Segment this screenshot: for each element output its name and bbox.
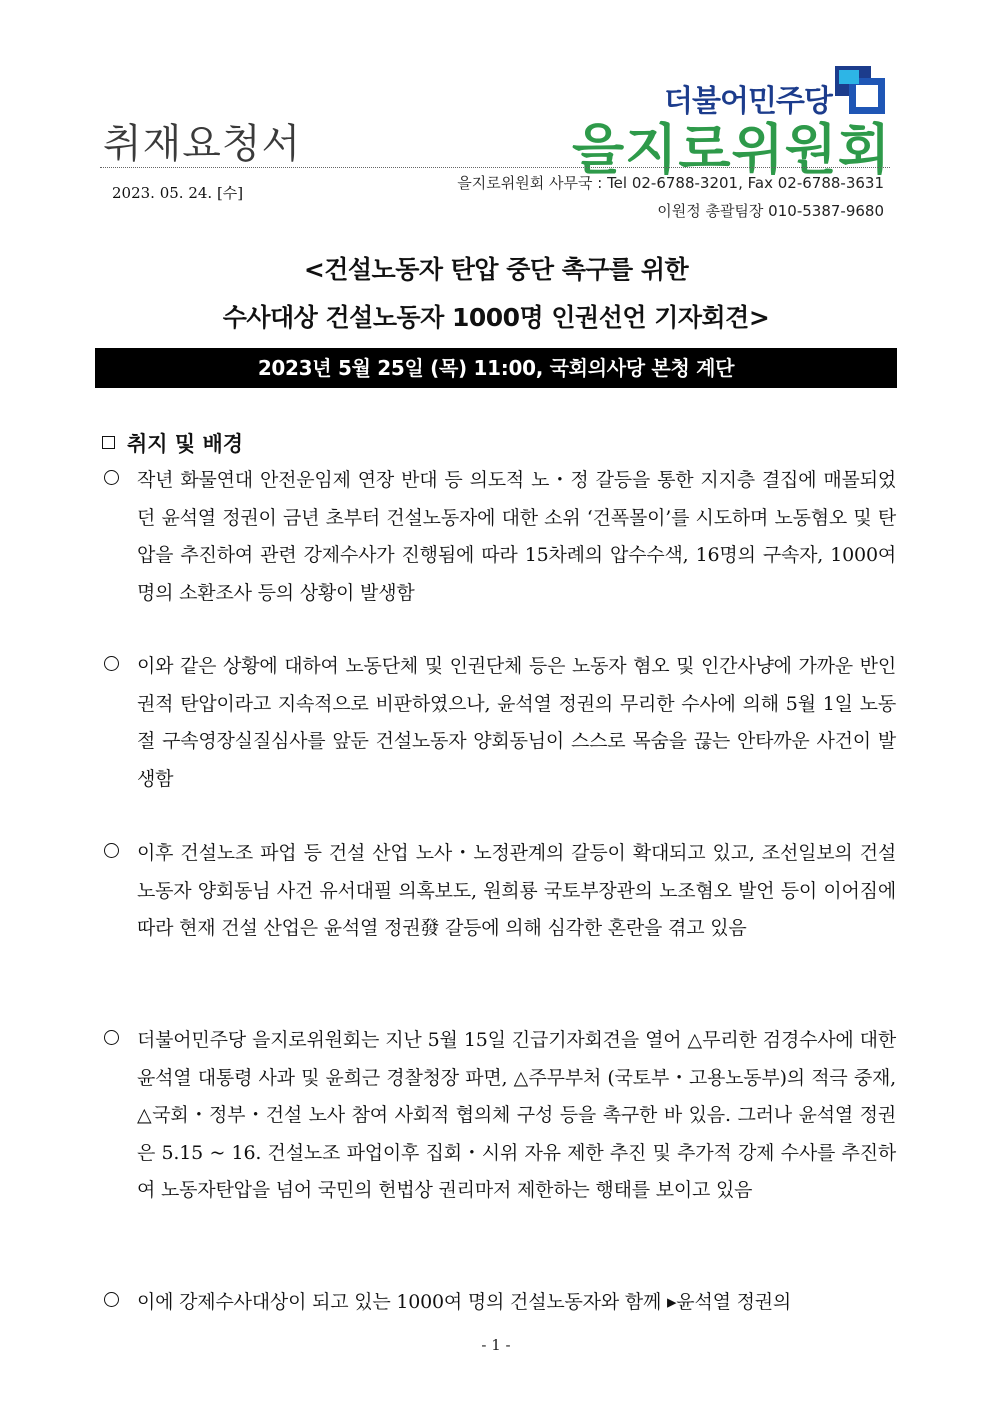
bullet-text: 이와 같은 상황에 대하여 노동단체 및 인권단체 등은 노동자 혐오 및 인간사냥에 가까운 반인권적 탄압이라고 지속적으로 비판하였으나, 윤석열 정권의 무리한 수사에 의해 5월 1일 노동절 구속영장실질심사를 앞둔 건설노동자 양회동님이 스스로 목숨을 끊는 안타까운 사건이 발생함 bbox=[137, 655, 896, 790]
section-heading-label: 취지 및 배경 bbox=[127, 432, 244, 456]
bullet-item bbox=[100, 1022, 900, 1210]
bullet-text: 이후 건설노조 파업 등 건설 산업 노사・노정관계의 갈등이 확대되고 있고, 조선일보의 건설노동자 양회동님 사건 유서대필 의혹보도, 원희룡 국토부장관의 노조혐오 발언 등이 이어짐에 따라 현재 건설 산업은 윤석열 정권發 갈등에 의해 심각한 혼란을 겪고 있음 bbox=[137, 842, 896, 939]
checkbox-square-icon bbox=[102, 436, 115, 449]
circle-bullet-icon bbox=[104, 656, 119, 671]
circle-bullet-icon bbox=[104, 470, 119, 485]
page-number: - 1 - bbox=[481, 1336, 511, 1354]
bullet-item bbox=[100, 648, 900, 798]
bullet-item bbox=[100, 462, 900, 612]
circle-bullet-icon bbox=[104, 1292, 119, 1307]
circle-bullet-icon bbox=[104, 1030, 119, 1045]
document-date: 2023. 05. 24. [수] bbox=[112, 184, 244, 202]
press-title-line-2: 수사대상 건설노동자 1000명 인권선언 기자회견> bbox=[222, 303, 770, 332]
contact-person: 이원정 총괄팀장 010-5387-9680 bbox=[657, 202, 884, 220]
press-title-line-1: <건설노동자 탄압 중단 촉구를 위한 bbox=[303, 255, 689, 284]
doc-type-title: 취재요청서 bbox=[103, 121, 302, 167]
bullet-text: 작년 화물연대 안전운임제 연장 반대 등 의도적 노・정 갈등을 통한 지지층 결집에 매몰되었던 윤석열 정권이 금년 초부터 건설노동자에 대한 소위 ‘건폭몰이’를 시도하며 노동혐오 및 탄압을 추진하여 관련 강제수사가 진행됨에 따라 15차례의 압수수색, 16명의 구속자, 1000여 명의 소환조사 등의 상황이 발생함 bbox=[137, 469, 896, 604]
section-heading bbox=[102, 428, 243, 458]
header-rule bbox=[100, 167, 890, 168]
bullet-item bbox=[100, 1284, 900, 1322]
party-name: 더불어민주당 bbox=[664, 84, 832, 119]
contact-office: 을지로위원회 사무국 : Tel 02-6788-3201, Fax 02-6788-3631 bbox=[457, 174, 884, 192]
committee-name: 을지로위원회 bbox=[572, 118, 891, 181]
bullet-text: 이에 강제수사대상이 되고 있는 1000여 명의 건설노동자와 함께 ▸윤석열 정권의 bbox=[137, 1291, 792, 1313]
event-banner: 2023년 5월 25일 (목) 11:00, 국회의사당 본청 계단 bbox=[95, 348, 897, 388]
circle-bullet-icon bbox=[104, 843, 119, 858]
bullet-text: 더불어민주당 을지로위원회는 지난 5월 15일 긴급기자회견을 열어 △무리한 검경수사에 대한 윤석열 대통령 사과 및 윤희근 경찰청장 파면, △주무부처 (국토부・고용노동부)의 적극 중재, △국회・정부・건설 노사 참여 사회적 협의체 구성 등을 촉구한 바 있음. 그러나 윤석열 정권은 5.15 ~ 16. 건설노조 파업이후 집회・시위 자유 제한 추진 및 추가적 강제 수사를 추진하여 노동자탄압을 넘어 국민의 헌법상 권리마저 제한하는 행태를 보이고 있음 bbox=[137, 1029, 896, 1201]
bullet-item bbox=[100, 835, 900, 948]
